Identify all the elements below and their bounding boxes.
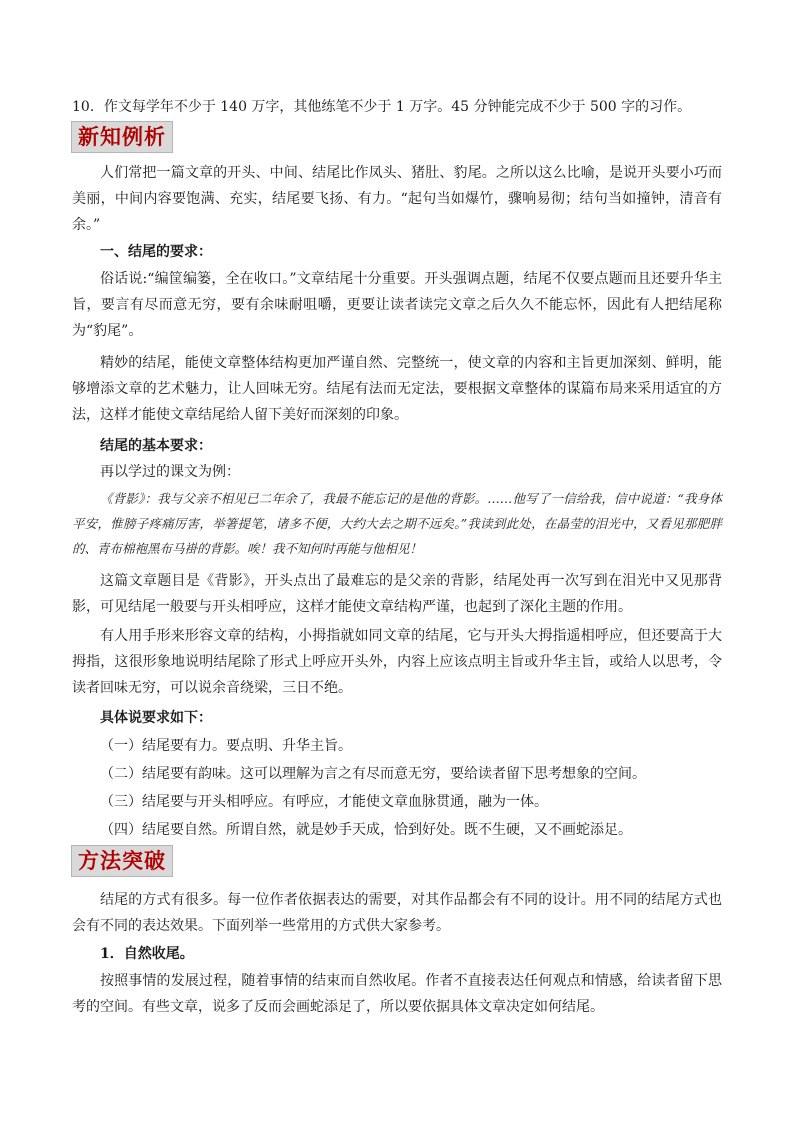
section-title-new-knowledge: 新知例析 xyxy=(71,121,173,153)
requirement-item: （一）结尾要有力。要点明、升华主旨。 xyxy=(100,738,352,754)
top-line: 10．作文每学年不少于 140 万字，其他练笔不少于 1 万字。45 分钟能完成不少于 500 字的习作。 xyxy=(72,99,692,115)
requirement-item: （三）结尾要与开头相呼应。有呼应，才能使文章血脉贯通，融为一体。 xyxy=(100,794,548,810)
fine-ending-paragraph: 精妙的结尾，能使文章整体结构更加严谨自然、完整统一，使文章的内容和主旨更加深刻、鲜明，能够增添文章的艺术魅力，让人回味无穷。结尾有法而无定法，要根据文章整体的谋篇布局来采用适宜的方法，这样才能使文章结尾给人留下美好而深刻的印象。 xyxy=(72,355,722,423)
quote-beiying: 《背影》：我与父亲不相见已二年余了，我最不能忘记的是他的背影。……他写了一信给我，信中说道：“我身体平安，惟膀子疼痛厉害，举箸提笔，诸多不便，大约大去之期不远矣。”我读到此处，在晶莹的泪光中，又看见那肥胖的、青布棉袍黑布马褂的背影。唉！我不知何时再能与他相见！ xyxy=(72,491,722,556)
method1-paragraph: 按照事情的发展过程，随着事情的结束而自然收尾。作者不直接表达任何观点和情感，给读者留下思考的空间。有些文章，说多了反而会画蛇添足了，所以要依据具体文章决定如何结尾。 xyxy=(72,973,722,1015)
basic-requirements-heading: 结尾的基本要求： xyxy=(100,438,212,454)
specific-requirements-heading: 具体说要求如下： xyxy=(100,710,212,726)
requirement-item: （四）结尾要自然。所谓自然，就是妙手天成，恰到好处。既不生硬，又不画蛇添足。 xyxy=(100,822,632,838)
heading-requirements: 一、结尾的要求： xyxy=(100,244,212,260)
intro-paragraph: 人们常把一篇文章的开头、中间、结尾比作凤头、猪肚、豹尾。之所以这么比喻，是说开头要小巧而美丽，中间内容要饱满、充实，结尾要飞扬、有力。“起句当如爆竹，骤响易彻；结句当如撞钟，清音有余。” xyxy=(72,165,722,233)
methods-paragraph: 结尾的方式有很多。每一位作者依据表达的需要，对其作品都会有不同的设计。用不同的结尾方式也会有不同的表达效果。下面列举一些常用的方式供大家参考。 xyxy=(72,892,722,934)
method1-heading: 1．自然收尾。 xyxy=(100,946,194,962)
example-intro: 再以学过的课文为例： xyxy=(100,464,240,480)
hand-metaphor-paragraph: 有人用手形来形容文章的结构，小拇指就如同文章的结尾，它与开头大拇指遥相呼应，但还要高于大拇指，这很形象地说明结尾除了形式上呼应开头外，内容上应该点明主旨或升华主旨，或给人以思考，令读者回味无穷，可以说余音绕梁，三日不绝。 xyxy=(72,628,722,696)
proverb-paragraph: 俗话说:“编筐编篓，全在收口。”文章结尾十分重要。开头强调点题，结尾不仅要点题而且还要升华主旨，要言有尽而意无穷，要有余味耐咀嚼，更要让读者读完文章之后久久不能忘怀，因此有人把结尾称为“豹尾”。 xyxy=(72,271,722,339)
requirement-item: （二）结尾要有韵味。这可以理解为言之有尽而意无穷，要给读者留下思考想象的空间。 xyxy=(100,766,646,782)
section-title-method-breakthrough: 方法突破 xyxy=(71,845,173,877)
analysis-paragraph: 这篇文章题目是《背影》，开头点出了最难忘的是父亲的背影，结尾处再一次写到在泪光中又见那背影，可见结尾一般要与开头相呼应，这样才能使文章结构严谨，也起到了深化主题的作用。 xyxy=(72,573,722,615)
